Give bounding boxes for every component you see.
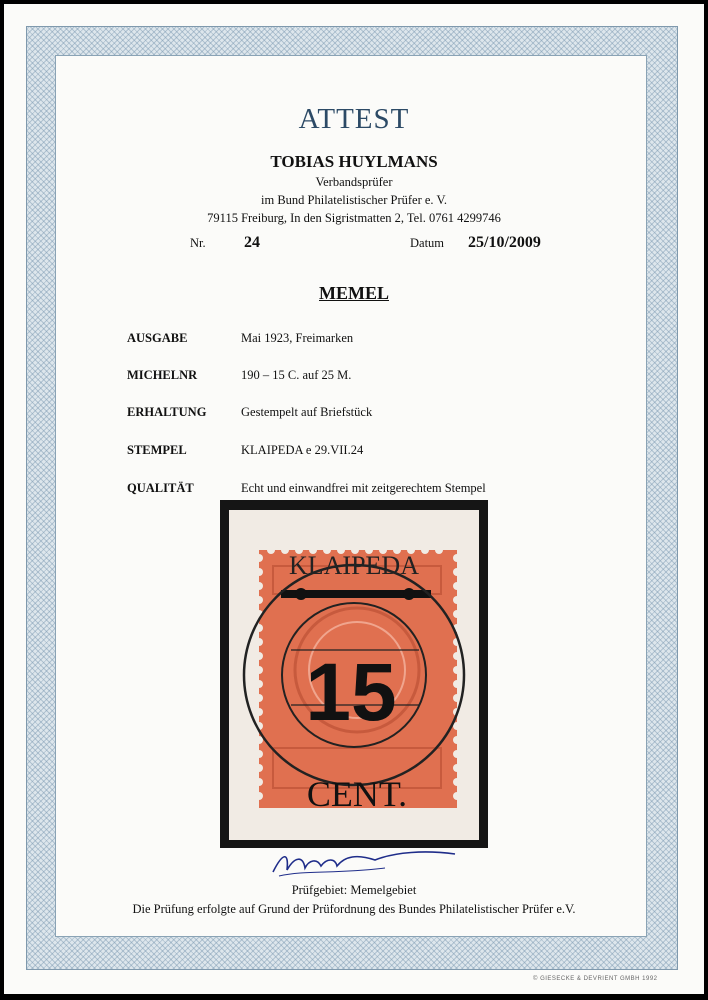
field-label-ausgabe: AUSGABE [127, 331, 188, 345]
examiner-signature [265, 846, 465, 882]
field-value-michelnr: 190 – 15 C. auf 25 M. [241, 368, 352, 382]
field-value-ausgabe: Mai 1923, Freimarken [241, 331, 354, 345]
postmark-text: KLAIPEDA [289, 551, 419, 580]
field-label-erhaltung: ERHALTUNG [127, 405, 207, 419]
overprint-unit: CENT. [306, 774, 408, 814]
stamp-image [229, 510, 479, 840]
examiner-address: 79115 Freiburg, In den Sigristmatten 2, Tel. 0761 4299746 [207, 211, 501, 225]
date-label: Datum [410, 236, 445, 250]
footer-note: Die Prüfung erfolgte auf Grund der Prüfordnung des Bundes Philatelistischer Prüfer e.V. [132, 902, 576, 916]
field-value-stempel: KLAIPEDA e 29.VII.24 [241, 443, 364, 457]
certificate-title: ATTEST [298, 103, 410, 135]
field-label-qualitaet: QUALITÄT [127, 481, 194, 495]
field-label-stempel: STEMPEL [127, 443, 187, 457]
pruefgebiet: Prüfgebiet: Memelgebiet [291, 883, 417, 897]
examiner-name: TOBIAS HUYLMANS [270, 152, 438, 171]
examiner-role: Verbandsprüfer [315, 175, 393, 189]
field-value-erhaltung: Gestempelt auf Briefstück [241, 405, 373, 419]
date-value: 25/10/2009 [468, 234, 541, 251]
examiner-association: im Bund Philatelistischer Prüfer e. V. [261, 193, 447, 207]
nr-label: Nr. [190, 236, 206, 250]
printer-mark: © GIESECKE & DEVRIENT GMBH 1992 [533, 976, 658, 982]
field-value-qualitaet: Echt und einwandfrei mit zeitgerechtem Stempel [241, 481, 486, 495]
overprint-value: 15 [305, 647, 397, 738]
field-label-michelnr: MICHELNR [127, 368, 198, 382]
area-heading: MEMEL [319, 283, 389, 303]
nr-value: 24 [244, 234, 260, 251]
